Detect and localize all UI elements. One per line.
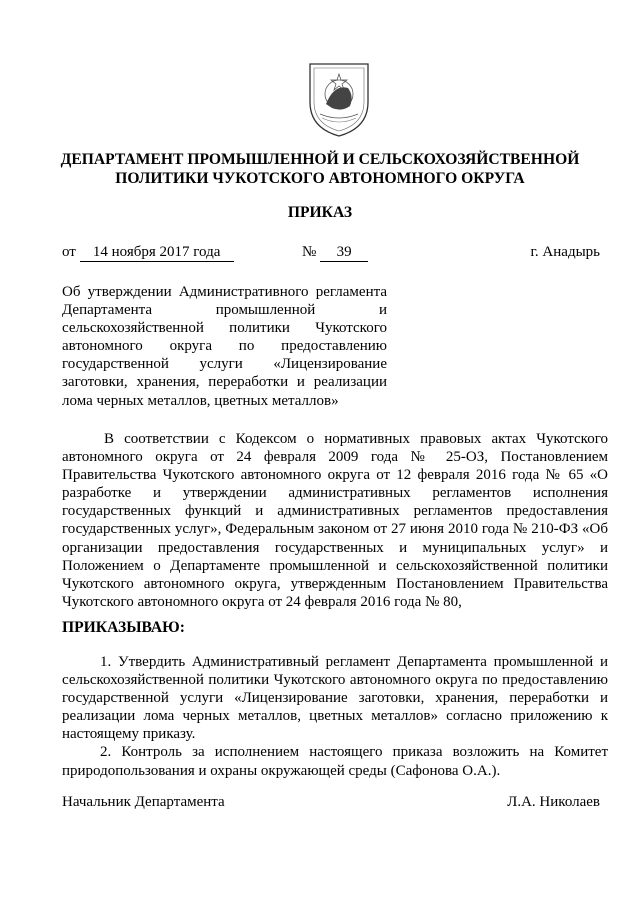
organization-name [40,150,600,188]
number-prefix: № [302,244,317,260]
order-item-1: 1. Утвердить Административный регламент Департамента промышленной и сельскохозяйственной политики Чукотского автономного округа по предоставлению государственной услуги «Лицензирование заготовки, хранения, переработки и реализации лома черных металлов, цветных металлов» согласно приложению к настоящему приказу. [62,654,608,743]
date-prefix: от [62,244,76,260]
preamble-paragraph: В соответствии с Кодексом о нормативных правовых актах Чукотского автономного округа от 24 февраля 2009 года № 25-ОЗ, Постановлением Правительства Чукотского автономного округа от 12 февраля 2016 года № 65 «О разработке и утверждении административных регламентов исполнения государственных функций и административных регламентов предоставления государственных услуг», Федеральным законом от 27 июня 2010 года № 210-ФЗ «Об организации предоставления государственных и муниципальных услуг» и Положением о Департаменте промышленной и сельскохозяйственной политики Чукотского автономного округа, утвержденным Постановлением Правительства Чукотского автономного округа от 24 февраля 2016 года № 80, [62,431,608,610]
order-item-2: 2. Контроль за исполнением настоящего приказа возложить на Комитет природопользования и охраны окружающей среды (Сафонова О.А.). [62,744,608,779]
order-subject: Об утверждении Административного регламента Департамента промышленной и сельскохозяйственной политики Чукотского автономного округа по предоставлению государственной услуги «Лицензирование заготовки, хранения, переработки и реализации лома черных металлов, цветных металлов» [62,284,387,409]
signatory-role: Начальник Департамента [62,794,225,810]
organization-name-line-1: ДЕПАРТАМЕНТ ПРОМЫШЛЕННОЙ И СЕЛЬСКОХОЗЯЙСТВЕННОЙ [60,151,580,168]
coat-of-arms-icon [304,58,374,140]
organization-name-line-2: ПОЛИТИКИ ЧУКОТСКОГО АВТОНОМНОГО ОКРУГА [115,170,525,187]
order-date [62,243,234,262]
document-type: ПРИКАЗ [287,204,353,221]
order-items [62,653,608,780]
number-value: 39 [320,243,368,262]
city: г. Анадырь [530,244,600,260]
signatory-name: Л.А. Николаев [507,794,600,810]
decree-word: ПРИКАЗЫВАЮ: [62,619,185,636]
date-value: 14 ноября 2017 года [80,243,234,262]
order-number [302,243,368,262]
